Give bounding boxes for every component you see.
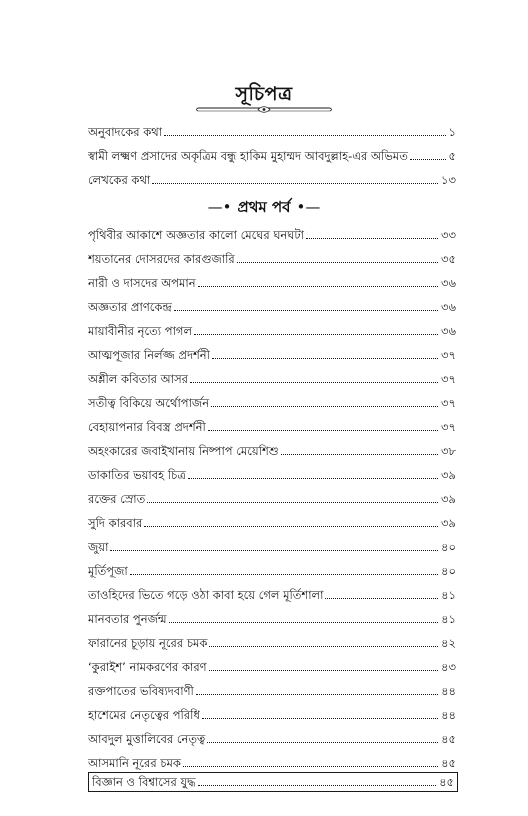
page-number: ৩৯: [441, 516, 456, 530]
toc-entry[interactable]: [88, 726, 456, 746]
toc-entry[interactable]: [88, 222, 456, 242]
toc-entry[interactable]: [88, 438, 456, 458]
entry-title: আত্মপূজার নির্লজ্জ প্রদর্শনী: [88, 348, 210, 362]
entry-title: ফারানের চূড়ায় নূরের চমক: [88, 636, 208, 650]
page-number: ১: [448, 125, 456, 139]
toc-entry[interactable]: [88, 462, 456, 482]
toc-entry[interactable]: [88, 582, 456, 602]
toc-entry[interactable]: [88, 119, 456, 139]
page-number: ৩৭: [441, 348, 456, 362]
page-number: ৪৪: [441, 708, 456, 722]
page-number: ৩৭: [441, 420, 456, 434]
entry-title: অজ্ঞতার প্রাণকেন্দ্র: [88, 300, 172, 314]
dot-leader: [209, 670, 438, 671]
entry-title: শয়তানের দোসরদের কারগুজারি: [88, 252, 235, 266]
page-number: ৫: [448, 149, 456, 163]
dot-leader: [208, 430, 438, 431]
entry-title: জুয়া: [88, 540, 109, 554]
dot-leader: [110, 550, 438, 551]
dot-leader: [306, 238, 438, 239]
entry-title: অহংকারের জবাইখানায় নিষ্পাপ মেয়েশিশু: [88, 444, 279, 458]
dot-leader: [209, 646, 438, 647]
entry-title: অশ্লীল কবিতার আসর: [88, 372, 188, 386]
page-number: ৪৫: [441, 756, 456, 770]
divider-ornament: [196, 103, 332, 117]
page-number: ৩৯: [441, 468, 456, 482]
toc-entry[interactable]: [88, 390, 456, 410]
page-number: ৩৫: [441, 252, 456, 266]
dot-leader: [237, 262, 438, 263]
entry-title: আবদুল মুত্তালিবের নেতৃত্ব: [88, 732, 206, 746]
toc-entry[interactable]: [88, 294, 456, 314]
dot-leader: [410, 159, 446, 160]
toc-entry[interactable]: [88, 414, 456, 434]
toc-entry[interactable]: [88, 486, 456, 506]
entry-title: অনুবাদকের কথা: [88, 125, 163, 139]
toc-entry[interactable]: [88, 366, 456, 386]
dot-leader: [198, 785, 437, 786]
page-number: ৪০: [441, 564, 456, 578]
entry-title: পৃথিবীর আকাশে অজ্ঞতার কালো মেঘের ঘনঘটা: [88, 228, 304, 242]
dot-leader: [164, 135, 445, 136]
toc-entry[interactable]: [88, 630, 456, 650]
entry-title: আসমানি নূরের চমক: [88, 756, 181, 770]
page-number: ৪৫: [439, 775, 454, 789]
section-heading: —• প্রথম পর্ব •—: [207, 198, 321, 216]
page-number: ৩৮: [441, 444, 456, 458]
entry-title: সতীত্ব বিকিয়ে অর্থোপার্জন: [88, 396, 210, 410]
dot-leader: [198, 286, 438, 287]
dot-leader: [212, 358, 438, 359]
page-number: ৪১: [441, 612, 456, 626]
dot-leader: [188, 478, 438, 479]
page-number: ৩৭: [441, 372, 456, 386]
dot-leader: [202, 718, 438, 719]
toc-entry[interactable]: [88, 246, 456, 266]
entry-title: রক্তের স্রোত: [88, 492, 146, 506]
toc-entry[interactable]: [88, 318, 456, 338]
entry-title: মানবতার পুনর্জন্ম: [88, 612, 167, 626]
page-number: ৪৩: [441, 660, 456, 674]
toc-entry[interactable]: [88, 167, 456, 187]
page-number: ৪০: [441, 540, 456, 554]
page-number: ৪১: [441, 588, 456, 602]
right-ornament-dash: •—: [296, 198, 321, 216]
page-number: ৩৬: [441, 300, 456, 314]
page-number: ১৩: [441, 173, 456, 187]
toc-entry[interactable]: [88, 606, 456, 626]
dot-leader: [196, 694, 438, 695]
page-number: ৩৬: [441, 276, 456, 290]
dot-leader: [147, 502, 438, 503]
dot-leader: [194, 334, 438, 335]
page-number: ৩৯: [441, 492, 456, 506]
toc-entry[interactable]: [88, 750, 456, 770]
dot-leader: [130, 574, 438, 575]
dot-leader: [190, 382, 438, 383]
entry-title: রক্তপাতের ভবিষ্যদবাণী: [88, 684, 194, 698]
entry-title: ‘কুরাইশ’ নামকরণের কারণ: [88, 660, 207, 674]
dot-leader: [152, 183, 438, 184]
toc-entry[interactable]: [88, 772, 458, 792]
entry-title: মূর্তিপূজা: [88, 564, 128, 578]
page-number: ৩৬: [441, 324, 456, 338]
dot-leader: [211, 406, 438, 407]
dot-leader: [169, 622, 438, 623]
toc-entry[interactable]: [88, 342, 456, 362]
entry-title: বিজ্ঞান ও বিশ্বাসের যুদ্ধ: [92, 775, 196, 789]
left-ornament-dash: —•: [207, 198, 232, 216]
page-number: ৩৭: [441, 396, 456, 410]
toc-entry[interactable]: [88, 270, 456, 290]
dot-leader: [207, 742, 438, 743]
toc-entry[interactable]: [88, 558, 456, 578]
toc-entry[interactable]: [88, 678, 456, 698]
toc-entry[interactable]: [88, 143, 456, 163]
entry-title: সুদি কারবার: [88, 516, 143, 530]
page-number: ৩৩: [441, 228, 456, 242]
toc-entry[interactable]: [88, 702, 456, 722]
toc-entry[interactable]: [88, 510, 456, 530]
page-title: সূচিপত্র: [235, 83, 293, 105]
entry-title: মায়াবীনীর নৃত্যে পাগল: [88, 324, 193, 338]
page-number: ৪২: [441, 636, 456, 650]
dot-leader: [144, 526, 438, 527]
dot-leader: [281, 454, 438, 455]
toc-entry[interactable]: [88, 654, 456, 674]
entry-title: বেহায়াপনার বিবস্ত্র প্রদর্শনী: [88, 420, 206, 434]
toc-entry[interactable]: [88, 534, 456, 554]
entry-title: নারী ও দাসদের অপমান: [88, 276, 196, 290]
page-number: ৪৪: [441, 684, 456, 698]
dot-leader: [183, 766, 438, 767]
dot-leader: [174, 310, 438, 311]
entry-title: স্বামী লক্ষ্মণ প্রসাদের অকৃত্রিম বন্ধু হাকিম মুহাম্মদ আবদুল্লাহ-এর অভিমত: [88, 149, 408, 163]
entry-title: হাশেমের নেতৃত্বের পরিধি: [88, 708, 200, 722]
entry-title: লেখকের কথা: [88, 173, 151, 187]
dot-leader: [325, 598, 438, 599]
entry-title: তাওহিদের ভিতে গড়ে ওঠা কাবা হয়ে গেল মূর্তিশালা: [88, 588, 324, 602]
entry-title: ডাকাতির ভয়াবহ চিত্র: [88, 468, 186, 482]
page-number: ৪৫: [441, 732, 456, 746]
